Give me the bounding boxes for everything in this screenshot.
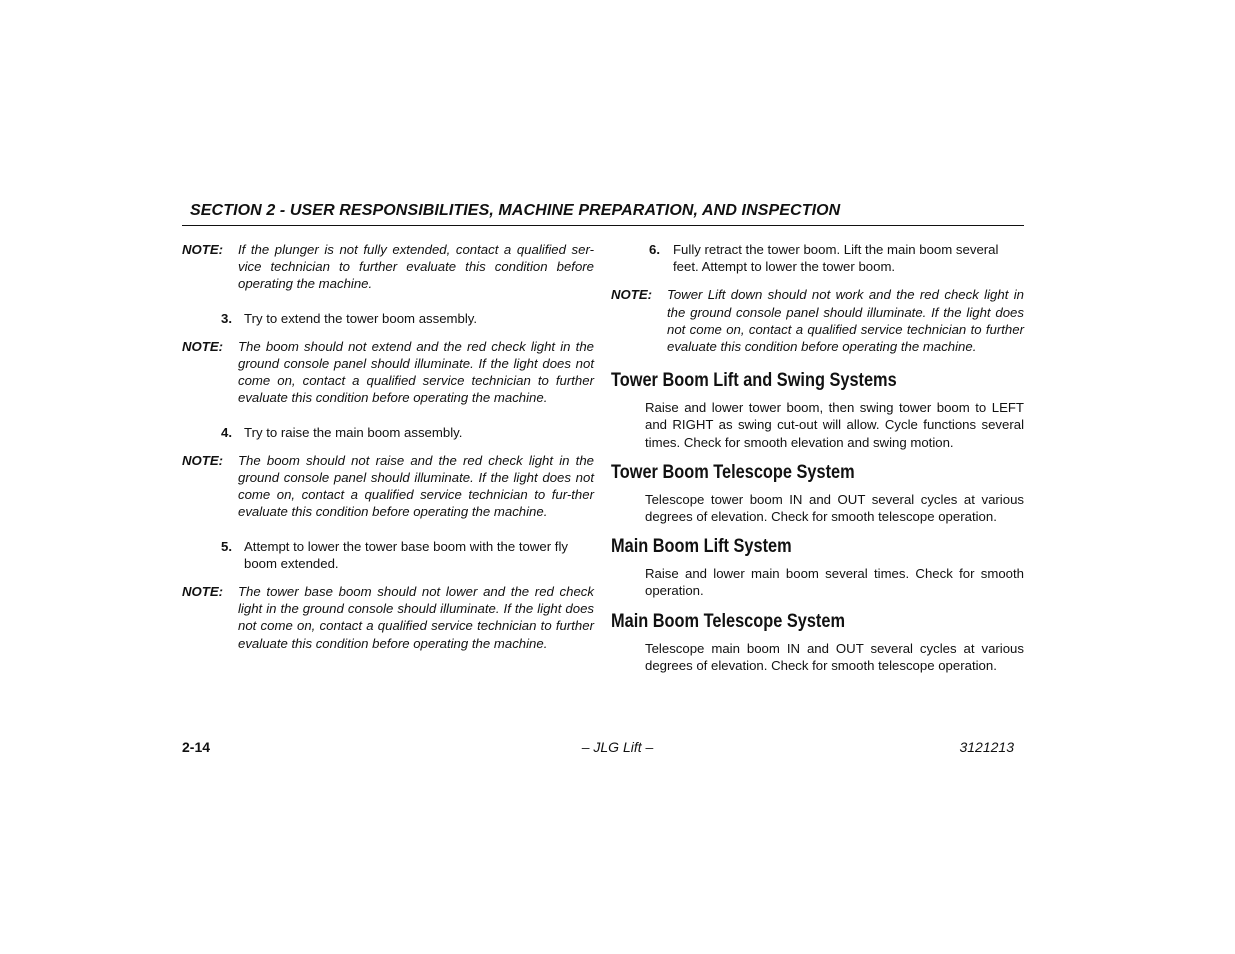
- paragraph-tower-boom-lift-swing: Raise and lower tower boom, then swing tower boom to LEFT and RIGHT as swing cut-out will allow. Cycle functions several times. Check for smooth elevation and swing motion.: [645, 400, 1024, 450]
- step-5: [182, 538, 594, 572]
- step-text: Try to raise the main boom assembly.: [244, 424, 463, 440]
- paragraph-tower-boom-telescope: Telescope tower boom IN and OUT several cycles at various degrees of elevation. Check for smooth telescope operation.: [645, 491, 1024, 525]
- note-tower-lift: [611, 286, 1024, 355]
- step-3: [182, 310, 594, 327]
- right-column: [611, 241, 1024, 674]
- step-text: Try to extend the tower boom assembly.: [244, 310, 478, 326]
- note-text: The boom should not extend and the red check light in the ground console panel should illuminate. If the light does not come on, contact a qualified service technician to further evaluate this condition before operating the machine.: [238, 338, 594, 406]
- note-plunger: [182, 241, 594, 293]
- step-text: Fully retract the tower boom. Lift the main boom several feet. Attempt to lower the tower boom.: [673, 242, 999, 275]
- heading-main-boom-telescope: Main Boom Telescope System: [611, 610, 845, 632]
- paragraph-main-boom-telescope: Telescope main boom IN and OUT several cycles at various degrees of elevation. Check for smooth telescope operation.: [645, 640, 1024, 673]
- footer-brand: – JLG Lift –: [581, 739, 654, 755]
- heading-tower-boom-telescope: Tower Boom Telescope System: [611, 461, 855, 483]
- step-6: [611, 241, 1024, 275]
- document-number: 3121213: [959, 739, 1014, 755]
- note-text: If the plunger is not fully extended, contact a qualified ser-vice technician to further evaluate this condition before operating the machine.: [238, 242, 594, 292]
- step-text: Attempt to lower the tower base boom with the tower fly boom extended.: [244, 538, 568, 571]
- left-column: [182, 241, 594, 652]
- note-label: NOTE:: [611, 287, 653, 303]
- note-boom-extend: [182, 338, 594, 407]
- note-label: NOTE:: [182, 584, 224, 600]
- note-text: The boom should not raise and the red check light in the ground console panel should illuminate. If the light does not come on, contact a qualified service technician to fur-ther evaluate this condition before operating the machine.: [238, 452, 594, 520]
- note-boom-raise: [182, 452, 594, 521]
- step-number: 6.: [649, 242, 660, 257]
- header-divider: [182, 225, 1024, 226]
- note-label: NOTE:: [182, 452, 224, 468]
- note-text: The tower base boom should not lower and the red check light in the ground console should illuminate. If the light does not come on, contact a qualified service technician to further evaluate this condition before operating the machine.: [238, 584, 594, 651]
- step-number: 5.: [221, 538, 232, 554]
- paragraph-main-boom-lift: Raise and lower main boom several times. Check for smooth operation.: [645, 566, 1024, 599]
- note-text: Tower Lift down should not work and the red check light in the ground console panel should illuminate. If the light does not come on, contact a qualified service technician to further evaluate this condition before operating the machine.: [667, 287, 1024, 355]
- note-label: NOTE:: [182, 242, 224, 257]
- note-tower-lower: [182, 583, 594, 652]
- step-number: 4.: [221, 424, 232, 440]
- page-number: 2-14: [182, 739, 211, 755]
- step-number: 3.: [221, 310, 232, 326]
- step-4: [182, 424, 594, 441]
- section-title: SECTION 2 - USER RESPONSIBILITIES, MACHINE PREPARATION, AND INSPECTION: [190, 202, 841, 219]
- heading-tower-boom-lift-swing: Tower Boom Lift and Swing Systems: [611, 370, 897, 392]
- heading-main-boom-lift: Main Boom Lift System: [611, 536, 792, 558]
- note-label: NOTE:: [182, 338, 224, 354]
